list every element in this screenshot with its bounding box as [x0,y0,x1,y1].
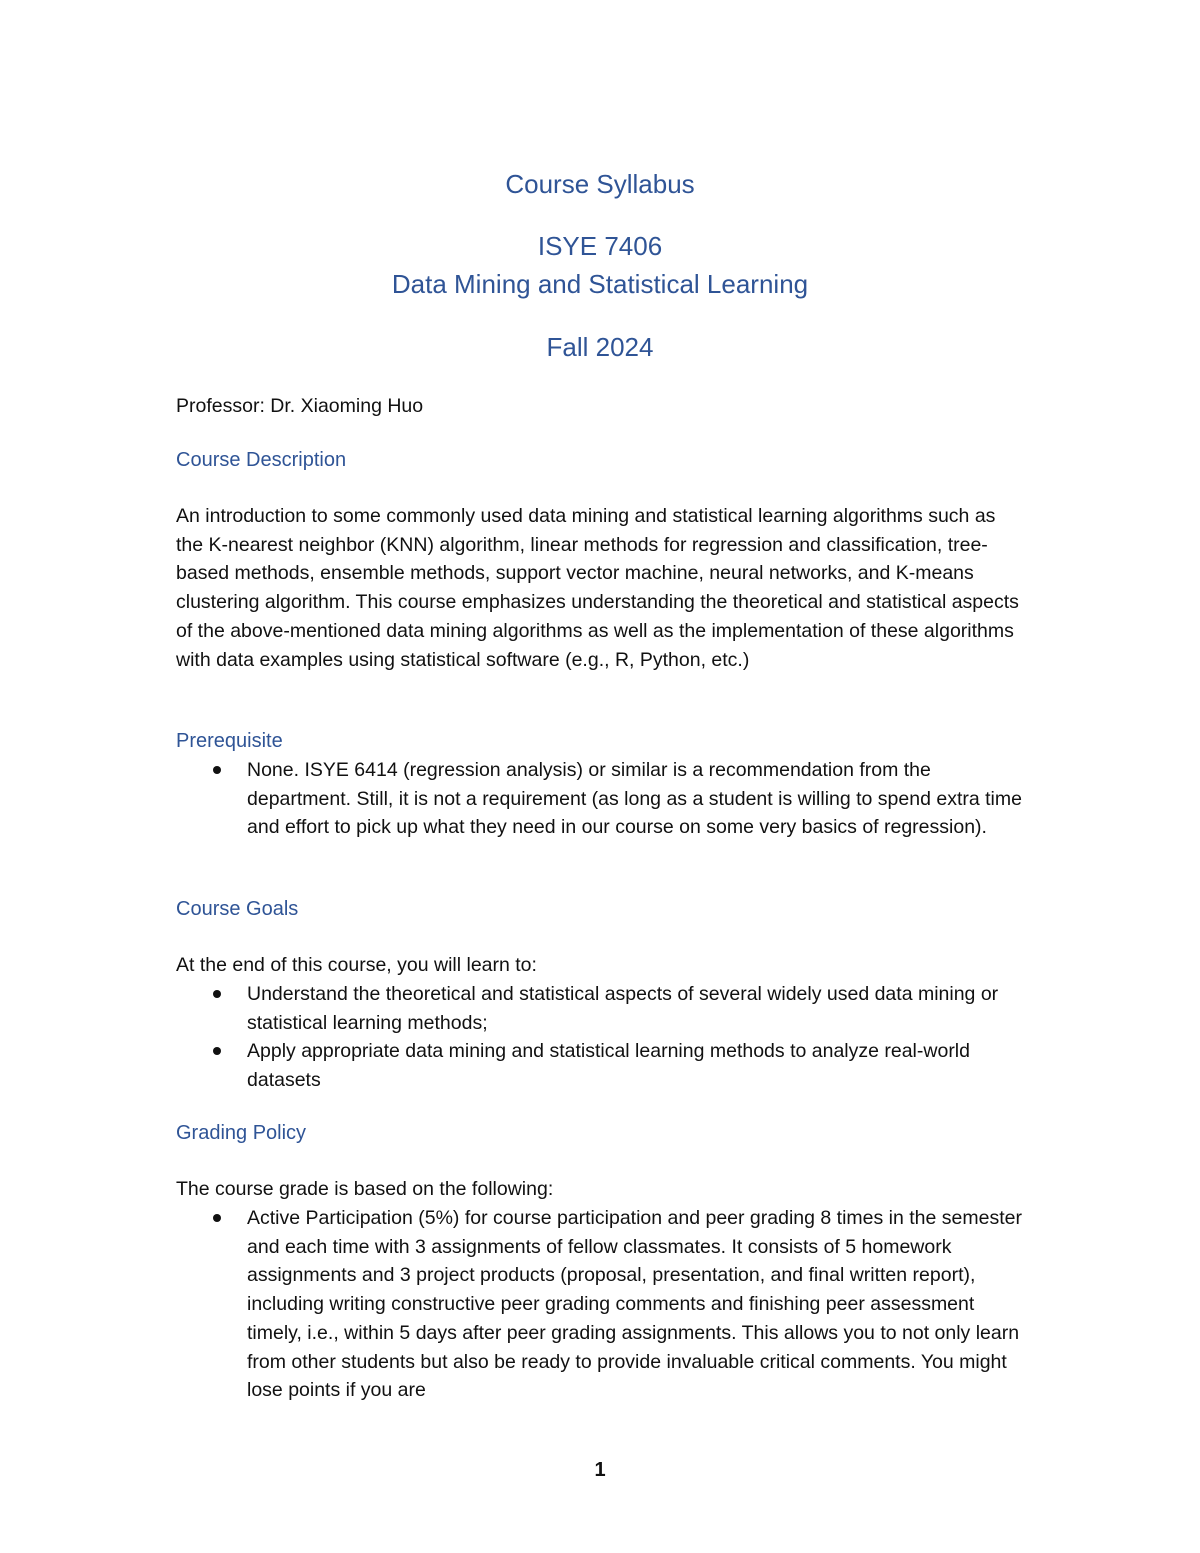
syllabus-title: Course Syllabus [505,169,695,199]
course-goals-list [176,980,1011,1095]
prerequisite-text: None. ISYE 6414 (regression analysis) or similar is a recommendation from the department. Still, it is not a requirement (as long as a student is willing to spend extra time and effort to pick up what they need in our course on some very basics of regression). [247,759,1022,839]
page-number: 1 [594,1459,606,1481]
course-code: ISYE 7406 [537,231,663,261]
course-goals-intro: At the end of this course, you will learn to: [176,954,537,976]
heading-prerequisite: Prerequisite [176,730,283,752]
list-item [176,1204,1031,1405]
heading-course-goals: Course Goals [176,898,299,920]
list-item [176,756,1026,842]
grading-list [176,1204,1031,1405]
course-term: Fall 2024 [546,332,654,362]
grading-intro: The course grade is based on the following: [176,1178,554,1200]
goal-text: Understand the theoretical and statistical aspects of several widely used data mining or statistical learning methods; [247,983,999,1034]
grading-text: Active Participation (5%) for course participation and peer grading 8 times in the semester and each time with 3 assignments of fellow classmates. It consists of 5 homework assignments and 3 project products (proposal, presentation, and final written report), including writing constructive peer grading comments and finishing peer assessment timely, i.e., within 5 days after peer grading assignments. This allows you to not only learn from other students but also be ready to provide invaluable critical comments. You might lose points if you are [247,1207,1022,1402]
course-name: Data Mining and Statistical Learning [391,269,809,299]
bullet-icon [213,990,221,998]
bullet-icon [213,766,221,774]
course-description-text: An introduction to some commonly used data mining and statistical learning algorithms such as the K-nearest neighbor (KNN) algorithm, linear methods for regression and classification, tree-based methods, ensemble methods, support vector machine, neural networks, and K-means clustering algorithm. This course emphasizes understanding the theoretical and statistical aspects of the above-mentioned data mining algorithms as well as the implementation of these algorithms with data examples using statistical software (e.g., R, Python, etc.) [176,505,1019,671]
prerequisite-list [176,756,1026,842]
list-item [176,980,1011,1037]
professor-line: Professor: Dr. Xiaoming Huo [176,395,424,417]
heading-course-description: Course Description [176,449,347,471]
bullet-icon [213,1047,221,1055]
bullet-icon [213,1214,221,1222]
goal-text: Apply appropriate data mining and statistical learning methods to analyze real-world datasets [247,1040,970,1092]
list-item [176,1037,1011,1094]
heading-grading-policy: Grading Policy [176,1122,307,1144]
